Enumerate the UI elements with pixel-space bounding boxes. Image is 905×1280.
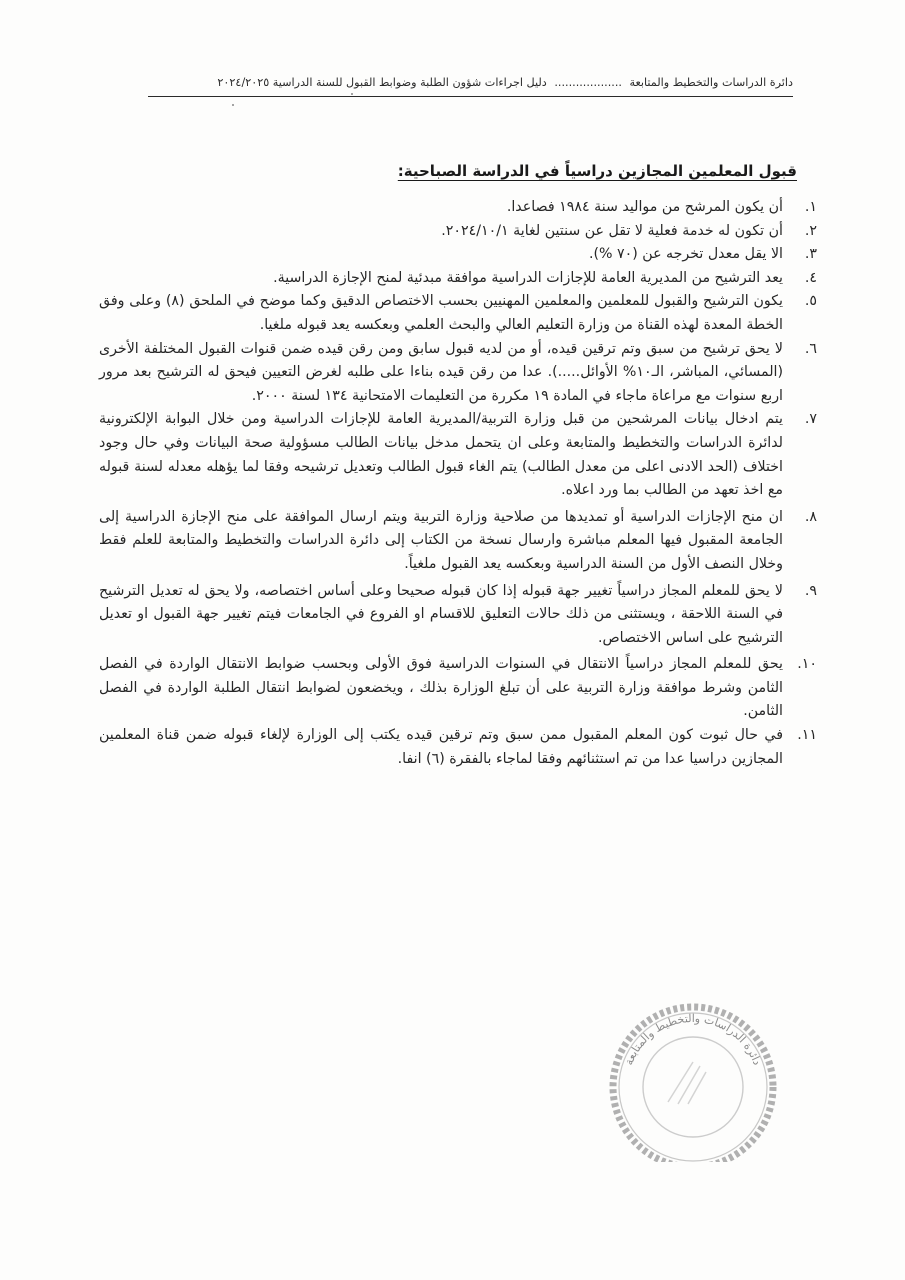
item-text: لا يحق للمعلم المجاز دراسياً تغيير جهة قبوله إذا كان قبوله صحيحا وعلى أساس اختصاصه، ولا يحق له تعديل الترشيح في السنة اللاحقة ، ويستثنى من ذلك حالات التعليق للاقسام او الفروع في الجامعات فيتم تغيير جهة القبول او تعديل الترشيح على اساس الاختصاص. [99,582,783,646]
item-number: ٢. [804,222,817,239]
item-text: أن تكون له خدمة فعلية لا تقل عن سنتين لغاية ٢٠٢٤/١٠/١. [441,222,783,239]
item-text: الا يقل معدل تخرجه عن (٧٠ %). [588,246,783,263]
item-text: ان منح الإجازات الدراسية أو تمديدها من صلاحية وزارة التربية ويتم ارسال الموافقة على منح الإجازة الدراسية إلى الجامعة المقبول فيها المعلم مباشرة وارسال نسخة من الكتاب إلى دائرة الدراسات والتخطيط والمتابعة للعلم فقط وخلال النصف الأول من السنة الدراسية وبعكسه يعد القبول ملغياً. [99,508,783,572]
item-number: ١. [804,199,817,215]
list-item [99,408,817,502]
item-number: ٣. [804,246,817,263]
list-item [99,580,817,651]
item-number: ٤. [804,269,817,286]
header-separator: ................... [554,76,622,89]
list-item [99,653,817,724]
header-guide-title: دليل اجراءات شؤون الطلبة وضوابط القبول للسنة الدراسية ٢٠٢٤/٢٠٢٥ [217,76,547,89]
header-department: دائرة الدراسات والتخطيط والمتابعة [629,76,793,89]
item-text: يتم ادخال بيانات المرشحين من قبل وزارة التربية/المديرية العامة للإجازات الدراسية ومن خلال البوابة الإلكترونية لدائرة الدراسات والتخطيط والمتابعة وعلى ان يتحمل مدخل بيانات الطالب مسؤولية صحة البيانات وفي حال وجود اختلاف (الحد الادنى اعلى من معدل الطالب) يتم الغاء قبول الطالب وتعديل ترشيحه وفقا لما يؤهله معدله لسنة قبوله مع اخذ تعهد من الطالب بما ورد اعلاه. [99,411,783,499]
list-item [99,506,817,577]
running-header [148,72,793,97]
stamp-seal-icon [598,992,788,1162]
list-item [99,290,817,337]
list-item [99,220,817,244]
list-item [99,196,817,220]
item-number: ٩. [804,582,817,599]
item-number: ٥. [804,293,817,310]
item-number: ١١. [797,727,817,744]
list-item [99,267,817,291]
official-stamp [598,992,788,1162]
list-item [99,243,817,267]
item-number: ٧. [804,411,817,428]
item-text: أن يكون المرشح من مواليد سنة ١٩٨٤ فصاعدا. [506,199,783,215]
requirements-list [99,196,817,771]
item-text: في حال ثبوت كون المعلم المقبول ممن سبق وتم ترقين قيده يكتب إلى الوزارة لإلغاء قبوله ضمن قناة المعلمين المجازين دراسيا عدا من تم استثنائهم وفقا لماجاء بالفقرة (٦) انفا. [99,727,783,767]
item-number: ٨. [804,508,817,525]
item-number: ٦. [804,340,817,357]
item-number: ١٠. [797,656,817,673]
stamp-text: دائرة الدراسات والتخطيط والمتابعة [622,1011,764,1067]
item-text: يحق للمعلم المجاز دراسياً الانتقال في السنوات الدراسية فوق الأولى وبحسب ضوابط الانتقال الواردة في الفصل الثامن وشرط موافقة وزارة التربية على أن تبلغ الوزارة بذلك ، ويخضعون لضوابط انتقال الطلبة الواردة في الفصل الثامن. [99,656,783,720]
item-text: لا يحق ترشيح من سبق وتم ترقين قيده، أو من لديه قبول سابق ومن رقن قيده ضمن قنوات القبول المختلفة الأخرى (المسائي، المباشر، الـ١٠% الأوائل.....). عدا من رقن قيده بناءا على طلبه لغرض التعيين فيحق له الترشيح بعد مرور اربع سنوات مع مراعاة ماجاء في المادة ١٩ مكررة من التعليمات الامتحانية ١٣٤ لسنة ٢٠٠٠. [99,340,783,404]
scan-speck [232,104,234,106]
item-text: يكون الترشيح والقبول للمعلمين والمعلمين المهنيين بحسب الاختصاص الدقيق وكما موضح في الملحق (٨) وعلى وفق الخطة المعدة لهذه القناة من وزارة التعليم العالي والبحث العلمي وبعكسه يعد قبوله ملغيا. [99,293,784,333]
list-item [99,724,817,771]
item-text: يعد الترشيح من المديرية العامة للإجازات الدراسية موافقة مبدئية لمنح الإجازة الدراسية. [273,269,783,286]
section-title: قبول المعلمين المجازين دراسياً في الدراسة الصباحية: [397,162,797,180]
scan-speck [351,93,353,95]
list-item [99,338,817,409]
